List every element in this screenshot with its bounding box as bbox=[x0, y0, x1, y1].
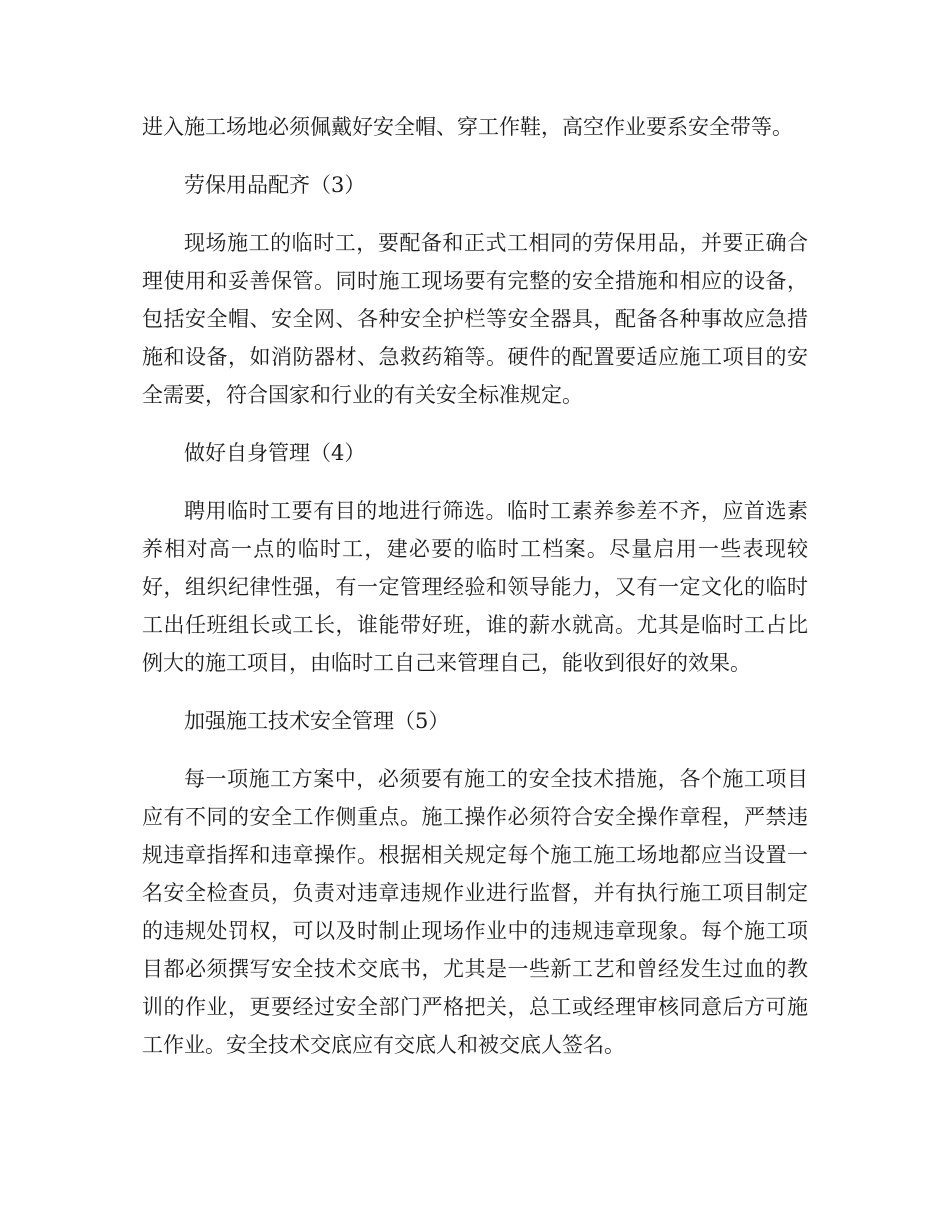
paragraph-continuation: 进入施工场地必须佩戴好安全帽、穿工作鞋，高空作业要系安全带等。 bbox=[142, 115, 793, 139]
paragraph-section-5: 每一项施工方案中，必须要有施工的安全技术措施，各个施工项目应有不同的安全工作侧重点。施工操作必须符合安全操作章程，严禁违规违章指挥和违章操作。根据相关规定每个施工施工场地都应当设置一名安全检查员，负责对违章违规作业进行监督，并有执行施工项目制定的违规处罚权，可以及时制止现场作业中的违规违章现象。每个施工项目都必须撰写安全技术交底书，尤其是一些新工艺和曾经发生过血的教训的作业，更要经过安全部门严格把关，总工或经理审核同意后方可施工作业。安全技术交底应有交底人和被交底人签名。 bbox=[142, 767, 808, 1057]
section-heading-3: 劳保用品配齐（3） bbox=[184, 173, 366, 197]
paragraph-section-3: 现场施工的临时工，要配备和正式工相同的劳保用品，并要正确合理使用和妥善保管。同时施工现场要有完整的安全措施和相应的设备，包括安全帽、安全网、各种安全护栏等安全器具，配备各种事故应急措施和设备，如消防器材、急救药箱等。硬件的配置要适应施工项目的安全需要，符合国家和行业的有关安全标准规定。 bbox=[142, 231, 808, 407]
paragraph-section-4: 聘用临时工要有目的地进行筛选。临时工素养参差不齐，应首选素养相对高一点的临时工，建必要的临时工档案。尽量启用一些表现较好，组织纪律性强，有一定管理经验和领导能力，又有一定文化的临时工出任班组长或工长，谁能带好班，谁的薪水就高。尤其是临时工占比例大的施工项目，由临时工自己来管理自己，能收到很好的效果。 bbox=[142, 499, 808, 675]
document-body bbox=[142, 108, 808, 1084]
section-heading-5: 加强施工技术安全管理（5） bbox=[184, 709, 450, 733]
section-heading-4: 做好自身管理（4） bbox=[184, 441, 366, 465]
